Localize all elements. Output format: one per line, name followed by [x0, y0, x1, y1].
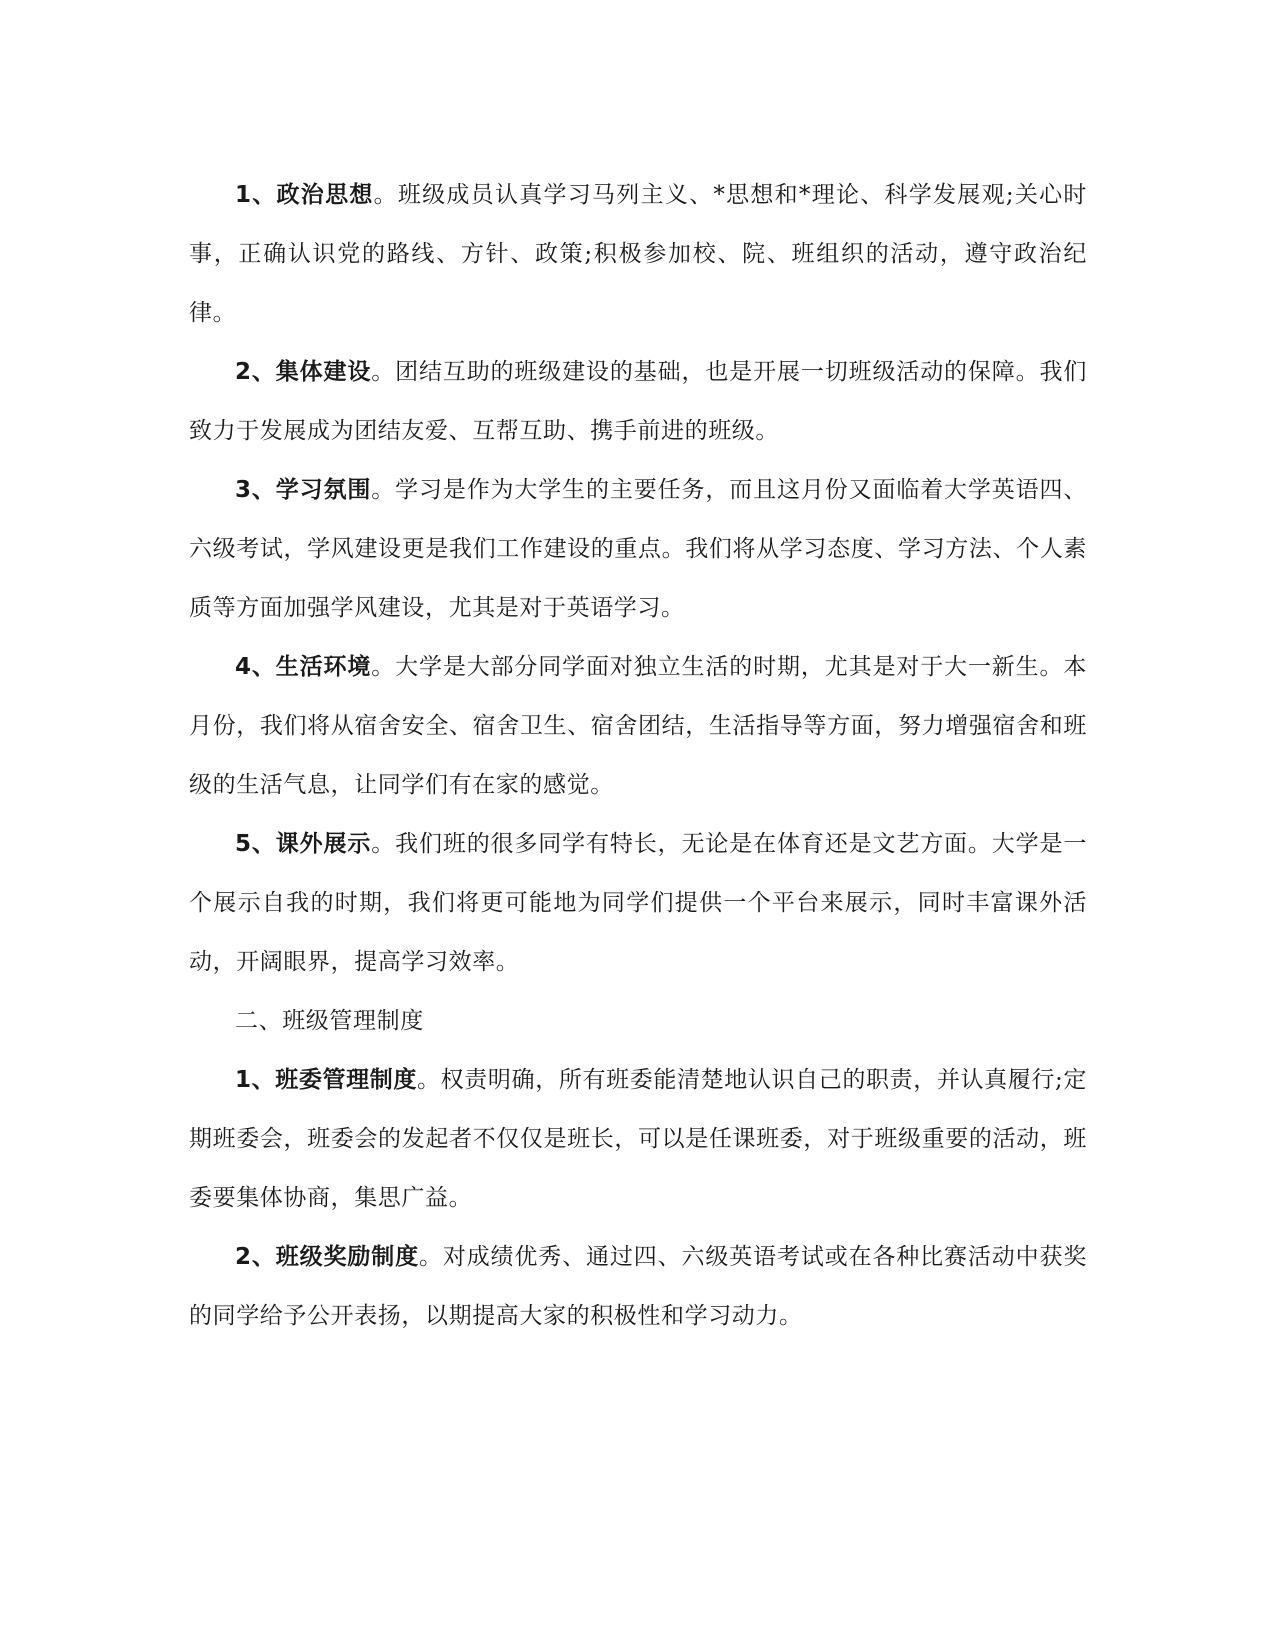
- paragraph-text: 。团结互助的班级建设的基础，也是开展一切班级活动的保障。我们致力于发展成为团结友爱、互帮互助、携手前进的班级。: [189, 359, 1087, 444]
- paragraph-text: 。班级成员认真学习马列主义、*思想和*理论、科学发展观;关心时事，正确认识党的路线、方针、政策;积极参加校、院、班组织的活动，遵守政治纪律。: [189, 182, 1087, 326]
- paragraph-lead: 5、课外展示: [235, 831, 372, 857]
- document-body: [189, 166, 1087, 1346]
- paragraph-committee-management: [189, 1051, 1087, 1228]
- paragraph-study-atmosphere: [189, 461, 1087, 638]
- paragraph-reward-system: [189, 1228, 1087, 1346]
- paragraph-text: 。大学是大部分同学面对独立生活的时期，尤其是对于大一新生。本月份，我们将从宿舍安全、宿舍卫生、宿舍团结，生活指导等方面，努力增强宿舍和班级的生活气息，让同学们有在家的感觉。: [189, 654, 1087, 798]
- paragraph-lead: 4、生活环境: [235, 654, 372, 680]
- paragraph-lead: 2、集体建设: [235, 359, 372, 385]
- paragraph-extracurricular: [189, 815, 1087, 992]
- paragraph-lead: 2、班级奖励制度: [235, 1244, 419, 1270]
- paragraph-text: 。学习是作为大学生的主要任务，而且这月份又面临着大学英语四、六级考试，学风建设更是我们工作建设的重点。我们将从学习态度、学习方法、个人素质等方面加强学风建设，尤其是对于英语学习。: [189, 477, 1087, 621]
- paragraph-text: 。对成绩优秀、通过四、六级英语考试或在各种比赛活动中获奖的同学给予公开表扬，以期提高大家的积极性和学习动力。: [189, 1244, 1087, 1329]
- paragraph-living-environment: [189, 638, 1087, 815]
- paragraph-lead: 1、班委管理制度: [235, 1067, 418, 1093]
- paragraph-lead: 1、政治思想: [235, 182, 374, 208]
- paragraph-collective-building: [189, 343, 1087, 461]
- paragraph-text: 。我们班的很多同学有特长，无论是在体育还是文艺方面。大学是一个展示自我的时期，我们将更可能地为同学们提供一个平台来展示，同时丰富课外活动，开阔眼界，提高学习效率。: [189, 831, 1087, 975]
- section-heading: 二、班级管理制度: [235, 1008, 424, 1034]
- paragraph-political-thought: [189, 166, 1087, 343]
- paragraph-text: 。权责明确，所有班委能清楚地认识自己的职责，并认真履行;定期班委会，班委会的发起者不仅仅是班长，可以是任课班委，对于班级重要的活动，班委要集体协商，集思广益。: [189, 1067, 1087, 1211]
- paragraph-lead: 3、学习氛围: [235, 477, 372, 503]
